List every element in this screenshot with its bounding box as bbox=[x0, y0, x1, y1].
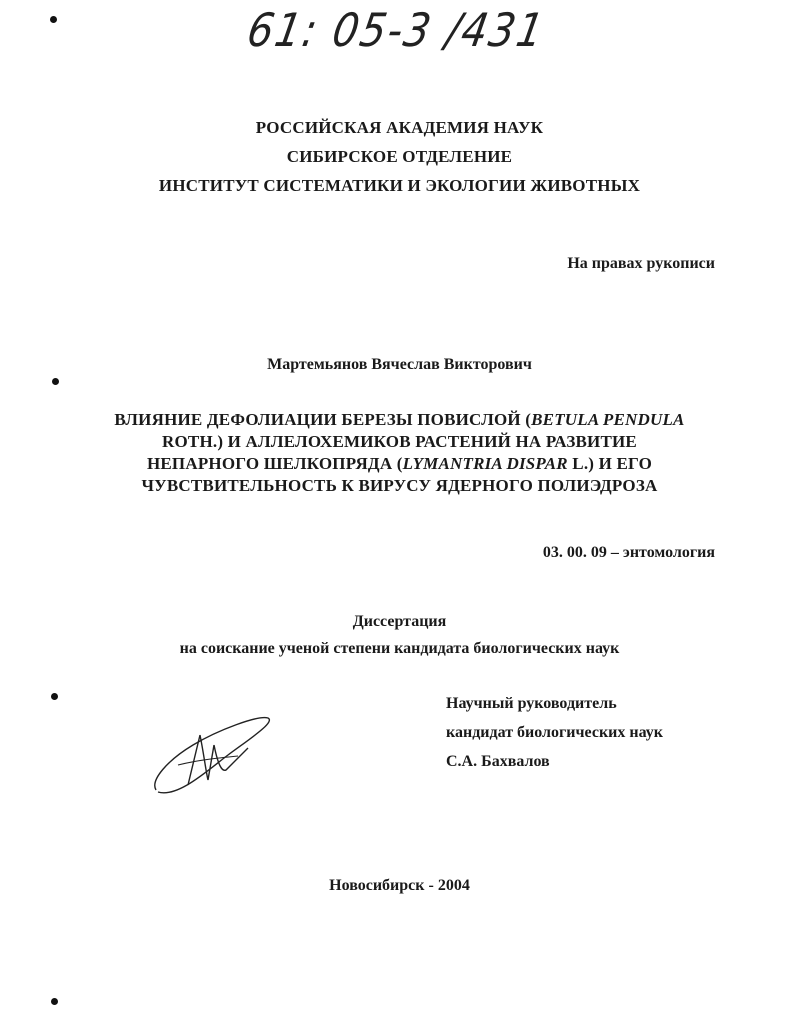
title-line-4: ЧУВСТВИТЕЛЬНОСТЬ К ВИРУСУ ЯДЕРНОГО ПОЛИЭДРОЗА bbox=[141, 476, 658, 495]
header-institute: ИНСТИТУТ СИСТЕМАТИКИ И ЭКОЛОГИИ ЖИВОТНЫХ bbox=[158, 176, 641, 195]
header-branch: СИБИРСКОЕ ОТДЕЛЕНИЕ bbox=[286, 147, 513, 166]
title-line-1: ВЛИЯНИЕ ДЕФОЛИАЦИИ БЕРЕЗЫ ПОВИСЛОЙ (BETULA PENDULA bbox=[114, 410, 685, 429]
archive-code-handwritten: 61: 05-3 /431 bbox=[243, 4, 550, 58]
title-line-2: ROTH.) И АЛЛЕЛОХЕМИКОВ РАСТЕНИЙ НА РАЗВИТИЕ bbox=[162, 432, 637, 451]
supervisor-role: Научный руководитель bbox=[446, 695, 617, 712]
binder-hole-dot bbox=[50, 16, 57, 23]
specialty-code: 03. 00. 09 – энтомология bbox=[542, 544, 715, 561]
supervisor-degree: кандидат биологических наук bbox=[446, 724, 663, 741]
place-year: Новосибирск - 2004 bbox=[329, 877, 470, 894]
supervisor-name: С.А. Бахвалов bbox=[446, 753, 550, 770]
rights-note: На правах рукописи bbox=[567, 255, 715, 272]
binder-hole-dot bbox=[52, 378, 59, 385]
binder-hole-dot bbox=[51, 693, 58, 700]
author-name: Мартемьянов Вячеслав Викторович bbox=[267, 356, 532, 373]
header-academy: РОССИЙСКАЯ АКАДЕМИЯ НАУК bbox=[255, 118, 544, 137]
degree-sought: на соискание ученой степени кандидата биологических наук bbox=[179, 640, 620, 657]
binder-hole-dot bbox=[51, 998, 58, 1005]
title-line-3: НЕПАРНОГО ШЕЛКОПРЯДА (LYMANTRIA DISPAR L.) И ЕГО bbox=[146, 454, 653, 473]
dissertation-label: Диссертация bbox=[352, 613, 447, 630]
signature-image bbox=[148, 710, 278, 805]
